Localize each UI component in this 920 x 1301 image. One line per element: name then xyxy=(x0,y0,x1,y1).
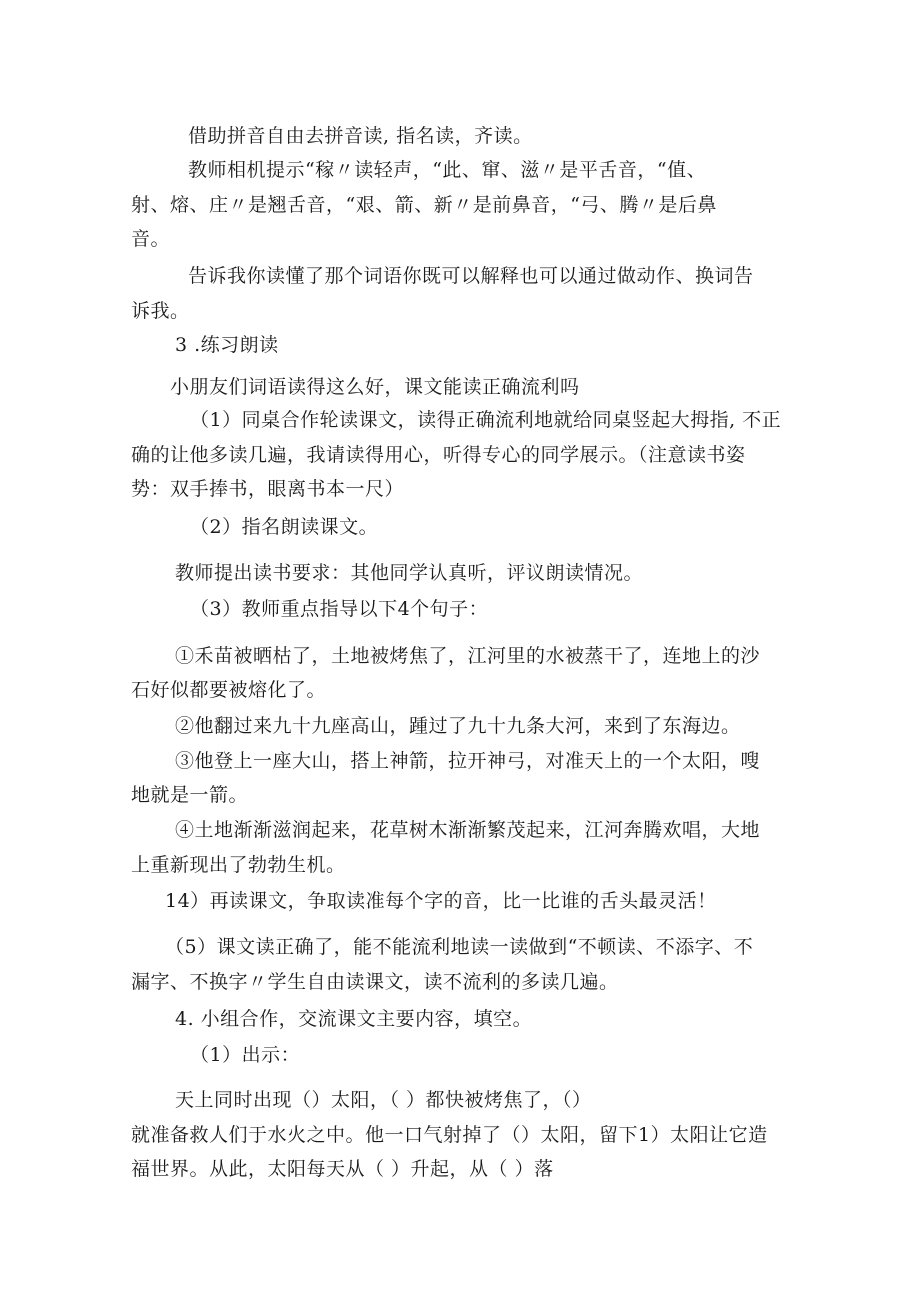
text-line: （1）同桌合作轮读课文，读得正确流利地就给同桌竖起大拇指, 不正 xyxy=(190,409,782,431)
text-line: ②他翻过来九十九座高山，踵过了九十九条大河，来到了东海边。 xyxy=(175,715,741,737)
text-line: 漏字、不换字〃学生自由读课文，读不流利的多读几遍。 xyxy=(131,971,619,993)
text-line: ①禾苗被晒枯了，土地被烤焦了，江河里的水被蒸干了，连地上的沙 xyxy=(175,645,761,667)
text-line: （2）指名朗读课文。 xyxy=(190,516,379,538)
text-line: 14）再读课文，争取读准每个字的音，比一比谁的舌头最灵活！ xyxy=(165,890,717,912)
text-line: （3）教师重点指导以下4个句子： xyxy=(190,598,489,620)
text-line: 上重新现出了勃勃生机。 xyxy=(131,854,346,876)
text-line: 借助拼音自由去拼音读, 指名读，齐读。 xyxy=(188,125,533,147)
text-line: （1）出示： xyxy=(190,1044,301,1066)
section-heading: 3 .练习朗读 xyxy=(175,334,279,356)
text-line: ④土地渐渐滋润起来，花草树木渐渐繁茂起来，江河奔腾欢唱，大地 xyxy=(175,819,761,841)
fill-blank-line: 就准备救人们于水火之中。他一口气射掉了（）太阳，留下1）太阳让它造 xyxy=(131,1124,768,1146)
text-line: 势：双手捧书，眼离书本一尺） xyxy=(131,478,405,500)
fill-blank-line: 福世界。从此，太阳每天从（ ）升起，从（ ）落 xyxy=(131,1158,554,1180)
text-line: ③他登上一座大山，搭上神箭，拉开神弓，对准天上的一个太阳，嗖 xyxy=(175,750,761,772)
text-line: （5）课文读正确了，能不能流利地读一读做到“不顿读、不添字、不 xyxy=(165,936,754,958)
text-line: 确的让他多读几遍，我请读得用心，听得专心的同学展示。（注意读书姿 xyxy=(131,444,746,466)
fill-blank-line: 天上同时出现（）太阳，（ ）都快被烤焦了，（） xyxy=(175,1089,592,1111)
text-line: 教师相机提示“稼〃读轻声，“此、窜、滋〃是平舌音，“值、 xyxy=(188,159,707,181)
text-line: 射、熔、庄〃是翘舌音，“艰、箭、新〃是前鼻音，“弓、腾〃是后鼻 xyxy=(131,194,717,216)
text-line: 地就是一箭。 xyxy=(131,784,249,806)
text-line: 诉我。 xyxy=(131,300,190,322)
text-line: 告诉我你读懂了那个词语你既可以解释也可以通过做动作、换词告 xyxy=(188,265,754,287)
text-line: 教师提出读书要求：其他同学认真听，评议朗读情况。 xyxy=(175,562,644,584)
section-heading: 4. 小组合作，交流课文主要内容，填空。 xyxy=(175,1008,533,1030)
text-line: 小朋友们词语读得这么好，课文能读正确流利吗 xyxy=(170,376,580,398)
text-line: 石好似都要被熔化了。 xyxy=(131,679,327,701)
text-line: 音。 xyxy=(131,228,171,250)
